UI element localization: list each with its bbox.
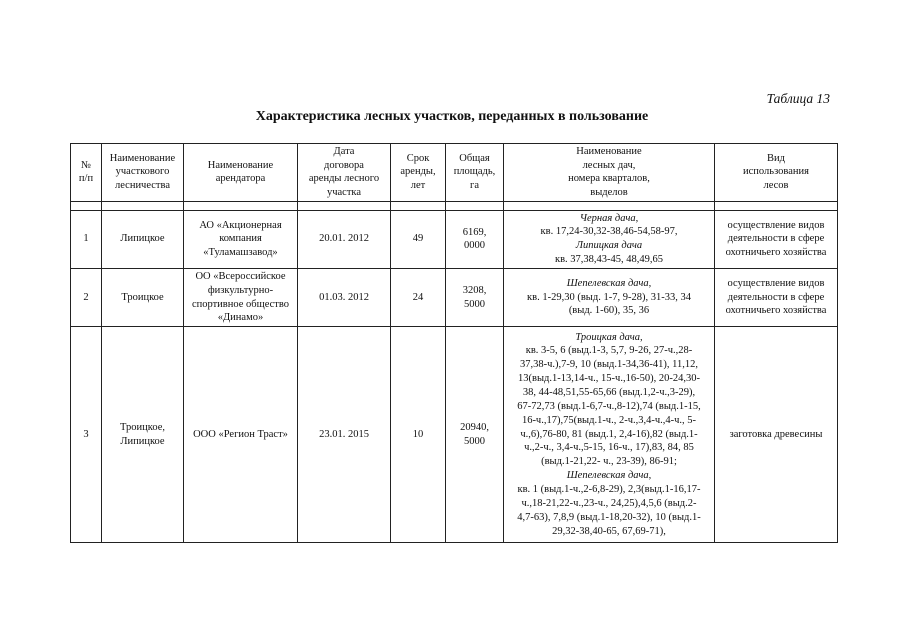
plot-line: кв. 3-5, 6 (выд.1-3, 5,7, 9-26, 27-ч.,28- — [525, 345, 693, 357]
cell-line: ОО «Всероссийское — [195, 271, 286, 283]
cell-contract-date: 20.01. 2012 — [298, 210, 391, 268]
cell-line: использования — [743, 166, 809, 178]
cell-line: охотничьего хозяйства — [725, 305, 827, 317]
cell-area — [446, 210, 504, 268]
cell-line: выделов — [590, 186, 628, 198]
col-header-number — [71, 144, 102, 202]
cell-line: 5000 — [464, 298, 485, 310]
cell-line: лесничества — [115, 180, 170, 192]
plot-line: кв. 1-29,30 (выд. 1-7, 9-28), 31-33, 34 — [527, 291, 691, 303]
cell-line: Общая — [459, 152, 490, 164]
cell-plots — [504, 327, 715, 543]
plot-line: 29,32-38,40-65, 67,69-71), — [552, 525, 666, 537]
cell-line: АО «Акционерная — [199, 219, 282, 231]
cell-line: площадь, — [453, 166, 496, 178]
table-row — [71, 269, 838, 327]
cell-usage — [715, 269, 838, 327]
dacha-name: Шепелевская дача, — [566, 277, 652, 289]
header-row — [71, 144, 838, 202]
cell-term: 10 — [391, 327, 446, 543]
cell-line: лесов — [763, 180, 789, 192]
cell-line: лет — [410, 180, 426, 192]
cell-contract-date: 01.03. 2012 — [298, 269, 391, 327]
cell-line: Наименование — [576, 146, 642, 157]
cell-usage — [715, 210, 838, 268]
col-header-term — [391, 144, 446, 202]
spacer-row — [71, 201, 838, 210]
cell-line: 3208, — [462, 284, 487, 296]
cell-number: 1 — [71, 210, 102, 268]
cell-line: «Туламашзавод» — [203, 247, 278, 259]
cell-usage — [715, 327, 838, 543]
forest-plots-table — [70, 143, 838, 543]
cell-line: 0000 — [464, 240, 485, 252]
cell-line: участка — [326, 186, 362, 198]
cell-line: 6169, — [462, 226, 487, 238]
plot-line: ч.,18-21,22-ч.,23-ч., 24,25),4,5,6 (выд.2- — [521, 497, 697, 509]
cell-number: 2 — [71, 269, 102, 327]
cell-line: Липицкое — [120, 233, 165, 245]
cell-line: деятельности в сфере — [727, 291, 825, 303]
cell-line: физкультурно- — [207, 284, 274, 296]
cell-plots — [504, 269, 715, 327]
col-header-forestry — [102, 144, 184, 202]
table-caption: Таблица 13 — [766, 91, 830, 106]
col-header-usage — [715, 144, 838, 202]
col-header-contract-date — [298, 144, 391, 202]
cell-line: № — [80, 159, 92, 171]
cell-line: арендатора — [215, 173, 266, 185]
plot-line: 37,38-ч.),7-9, 10 (выд.1-34,36-41), 11,12, — [520, 359, 698, 371]
cell-term: 49 — [391, 210, 446, 268]
page-title: Характеристика лесных участков, переданных в пользование — [255, 109, 649, 124]
cell-line: 20940, — [460, 421, 489, 433]
col-header-plots — [504, 144, 715, 202]
cell-line: лесных дач, — [582, 159, 636, 171]
col-header-area — [446, 144, 504, 202]
cell-line: компания — [219, 233, 262, 245]
cell-plots — [504, 210, 715, 268]
plot-line: 13(выд.1-13,14-ч., 15-ч.,16-50), 20-24,30- — [518, 373, 700, 385]
cell-line: деятельности в сфере — [727, 233, 825, 245]
cell-line: Троицкое, — [120, 421, 165, 433]
cell-line: охотничьего хозяйства — [725, 247, 827, 259]
cell-contract-date: 23.01. 2015 — [298, 327, 391, 543]
cell-line: участкового — [115, 166, 170, 178]
cell-tenant — [184, 210, 298, 268]
cell-line: га — [470, 180, 479, 192]
cell-line: Липицкое — [120, 435, 165, 447]
cell-line: Вид — [767, 152, 785, 164]
table-row — [71, 327, 838, 543]
cell-term: 24 — [391, 269, 446, 327]
cell-number: 3 — [71, 327, 102, 543]
cell-line: 5000 — [464, 435, 485, 447]
plot-line: (выд.1-21,22- ч., 23-39), 86-91; — [541, 456, 677, 468]
table-row — [71, 210, 838, 268]
cell-line: Троицкое — [121, 291, 164, 303]
plot-line: ч.,2-ч., 3,4-ч.,5-15, 16-ч., 17),83, 84, 85 — [524, 442, 694, 454]
cell-line: аренды, — [400, 166, 436, 178]
cell-line: спортивное общество — [191, 298, 290, 310]
cell-line: осуществление видов — [727, 278, 825, 290]
dacha-name: Черная дача, — [579, 212, 639, 224]
cell-line: п/п — [78, 173, 94, 185]
cell-tenant — [184, 327, 298, 543]
plot-line: ч.,6),76-80, 81 (выд.1, 2,4-16),82 (выд.1- — [520, 428, 698, 440]
plot-line: 16-ч.,17),75(выд.1-ч., 2-ч.,3,4-ч.,4-ч., 5- — [521, 414, 697, 426]
cell-forestry — [102, 327, 184, 543]
cell-line: осуществление видов — [727, 219, 825, 231]
plot-line: кв. 1 (выд.1-ч.,2-6,8-29), 2,3(выд.1-16,17- — [517, 484, 701, 495]
plot-line: 4,7-63), 7,8,9 (выд.1-18,20-32), 10 (выд.1- — [517, 511, 701, 523]
cell-tenant — [184, 269, 298, 327]
cell-forestry — [102, 210, 184, 268]
dacha-name: Шепелевская дача, — [566, 470, 652, 482]
cell-area — [446, 327, 504, 543]
cell-area — [446, 269, 504, 327]
cell-line: Дата — [333, 146, 355, 157]
plot-line: 38, 44-48,51,55-65,66 (выд.1,2-ч.,3-29), — [522, 386, 696, 398]
cell-line: «Динамо» — [217, 312, 264, 324]
cell-line: заготовка древесины — [729, 428, 823, 440]
plot-line: кв. 37,38,43-45, 48,49,65 — [554, 254, 664, 266]
dacha-name: Троицкая дача, — [575, 331, 643, 343]
cell-line: номера кварталов, — [568, 173, 650, 185]
plot-line: 67-72,73 (выд.1-6,7-ч.,8-12),74 (выд.1-15, — [517, 400, 701, 412]
cell-line: аренды лесного — [308, 173, 380, 185]
cell-forestry — [102, 269, 184, 327]
cell-line: Срок — [406, 152, 430, 164]
col-header-tenant — [184, 144, 298, 202]
plot-line: (выд. 1-60), 35, 36 — [568, 305, 650, 317]
dacha-name: Липицкая дача — [575, 240, 643, 252]
cell-line: договора — [324, 159, 364, 171]
plot-line: кв. 17,24-30,32-38,46-54,58-97, — [540, 226, 678, 238]
cell-line: Наименование — [109, 152, 176, 164]
cell-line: ООО «Регион Траст» — [193, 428, 288, 440]
cell-line: Наименование — [207, 159, 274, 171]
